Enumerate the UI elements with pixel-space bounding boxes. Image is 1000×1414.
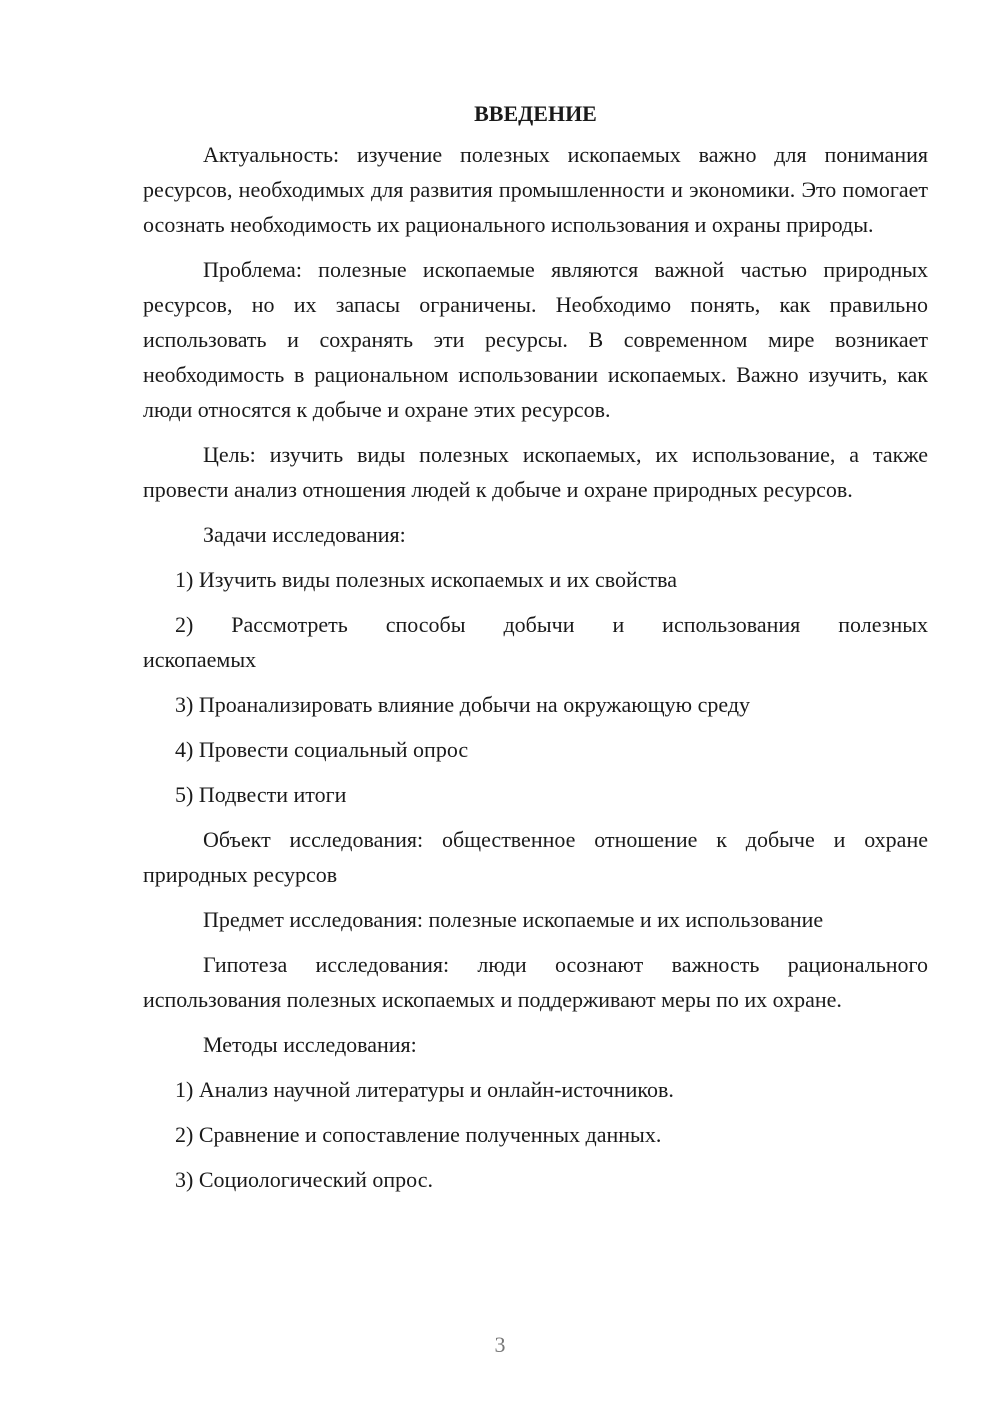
method-item: 1) Анализ научной литературы и онлайн-источников. (175, 1077, 674, 1102)
task-item: 3) Проанализировать влияние добычи на окружающую среду (175, 692, 751, 717)
page-number: 3 (494, 1332, 506, 1357)
task-item: 1) Изучить виды полезных ископаемых и их свойства (175, 567, 677, 592)
method-item: 2) Сравнение и сопоставление полученных данных. (175, 1122, 662, 1147)
task-item: 2) Рассмотреть способы добычи и использования полезных ископаемых (143, 612, 928, 672)
task-item: 4) Провести социальный опрос (175, 737, 469, 762)
method-item: 3) Социологический опрос. (175, 1167, 433, 1192)
hypothesis-paragraph: Гипотеза исследования: люди осознают важность рационального использования полезных ископаемых и поддерживают меры по их охране. (143, 952, 928, 1012)
task-item: 5) Подвести итоги (175, 782, 347, 807)
methods-heading: Методы исследования: (203, 1032, 417, 1057)
page-content (143, 96, 928, 1207)
section-title: ВВЕДЕНИЕ (474, 101, 597, 126)
goal-paragraph: Цель: изучить виды полезных ископаемых, их использование, а также провести анализ отношения людей к добыче и охране природных ресурсов. (143, 442, 928, 502)
relevance-paragraph: Актуальность: изучение полезных ископаемых важно для понимания ресурсов, необходимых для развития промышленности и экономики. Это помогает осознать необходимость их рационального использования и охраны природы. (143, 142, 928, 237)
subject-paragraph: Предмет исследования: полезные ископаемые и их использование (203, 907, 824, 932)
object-paragraph: Объект исследования: общественное отношение к добыче и охране природных ресурсов (143, 827, 928, 887)
tasks-heading: Задачи исследования: (203, 522, 406, 547)
problem-paragraph: Проблема: полезные ископаемые являются важной частью природных ресурсов, но их запасы ограничены. Необходимо понять, как правильно использовать и сохранять эти ресурсы. В современном мире возникает необходимость в рациональном использовании ископаемых. Важно изучить, как люди относятся к добыче и охране этих ресурсов. (143, 257, 928, 422)
